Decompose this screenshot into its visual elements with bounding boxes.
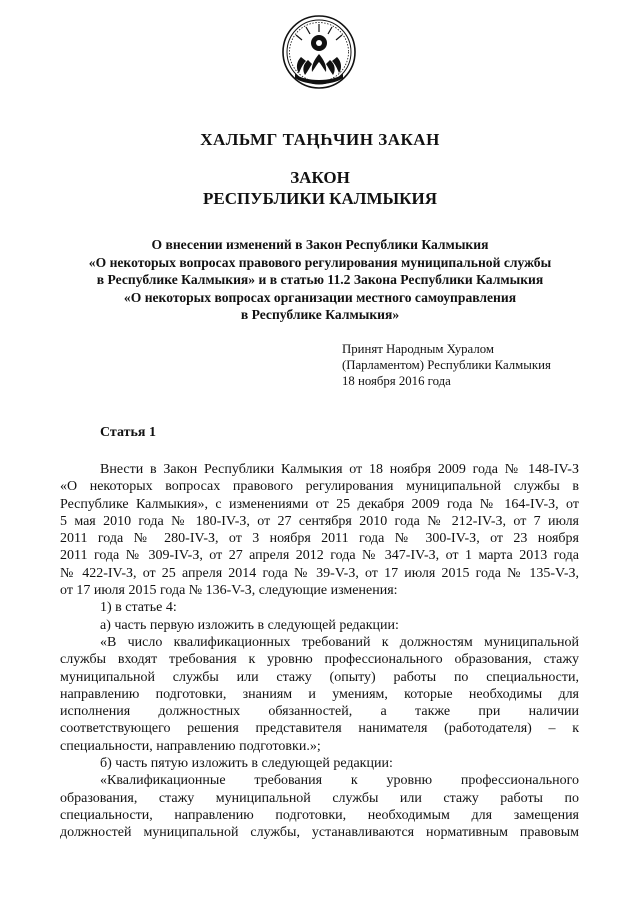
body-line: «Квалификационные требования к уровню профессионального	[100, 773, 579, 789]
body-line: специальности, направлению подготовки.»;	[60, 738, 321, 754]
body-line: 2011 года № 309-IV-З, от 27 апреля 2012 года № 347-IV-З, от 1 марта 2013 года	[60, 548, 579, 564]
law-name	[40, 236, 600, 324]
body-line: образования, стажу муниципальной службы или стажу работы по	[60, 790, 579, 806]
body-line: муниципальной службы или стажу (опыту) работы по специальности,	[60, 669, 579, 685]
adoption-line: (Парламентом) Республики Калмыкия	[342, 358, 551, 372]
law-name-line: «О некоторых вопросах правового регулирования муниципальной службы	[88, 254, 552, 270]
law-title-block	[0, 167, 640, 209]
adoption-line: 18 ноября 2016 года	[342, 374, 451, 388]
body-line: от 17 июля 2015 года № 136-V-З, следующие изменения:	[60, 583, 398, 599]
body-line: № 422-IV-З, от 25 апреля 2014 года № 39-V-З, от 17 июля 2015 года № 135-V-З,	[60, 565, 579, 581]
law-name-line: «О некоторых вопросах организации местного самоуправления	[123, 289, 517, 305]
body-line: службы входят требования к уровню профессионального образования, стажу	[60, 652, 579, 668]
body-line: «В число квалификационных требований к должностям муниципальной	[100, 634, 579, 650]
adoption-note	[342, 341, 582, 389]
body-line: Внести в Закон Республики Калмыкия от 18 ноября 2009 года № 148-IV-З	[100, 462, 579, 477]
law-word: ЗАКОН	[290, 168, 350, 187]
article-title: Статья 1	[100, 425, 156, 440]
law-name-line: в Республике Калмыкия»	[240, 307, 400, 322]
body-line: должностей муниципальной службы, устанавливаются нормативным правовым	[60, 825, 579, 841]
body-line: а) часть первую изложить в следующей редакции:	[100, 617, 399, 633]
body-line: б) часть пятую изложить в следующей редакции:	[100, 756, 393, 772]
body-line: Республике Калмыкия», с изменениями от 25 декабря 2009 года № 164-IV-З, от	[60, 496, 579, 512]
body-line: 2011 года № 280-IV-З, от 3 ноября 2011 года № 300-IV-З, от 23 ноября	[60, 531, 579, 547]
adoption-line: Принят Народным Хуралом	[342, 342, 494, 356]
kalmyk-law-title: ХАЛЬМГ ТАҢҺЧИН ЗАКАН	[200, 130, 440, 149]
body-line: специальности, направлению подготовки, необходимым для замещения	[60, 807, 579, 823]
article-body	[60, 461, 579, 842]
body-line: «О некоторых вопросах правового регулирования муниципальной службы в	[60, 479, 579, 495]
body-line: исполнения должностных обязанностей, а также при наличии	[60, 704, 579, 720]
law-name-line: в Республике Калмыкия» и в статью 11.2 Закона Республики Калмыкия	[96, 272, 544, 287]
body-line: соответствующего решения представителя нанимателя (работодателя) – к	[60, 721, 579, 737]
republic-name: РЕСПУБЛИКИ КАЛМЫКИЯ	[202, 189, 438, 208]
law-name-line: О внесении изменений в Закон Республики Калмыкия	[151, 237, 489, 252]
republic-emblem	[281, 12, 357, 92]
body-line: 5 мая 2010 года № 180-IV-З, от 27 сентября 2010 года № 212-IV-З, от 7 июля	[60, 513, 579, 529]
body-line: направлению подготовки, знаниям и умениям, которые необходимы для	[60, 686, 579, 702]
body-line: 1) в статье 4:	[100, 600, 177, 616]
